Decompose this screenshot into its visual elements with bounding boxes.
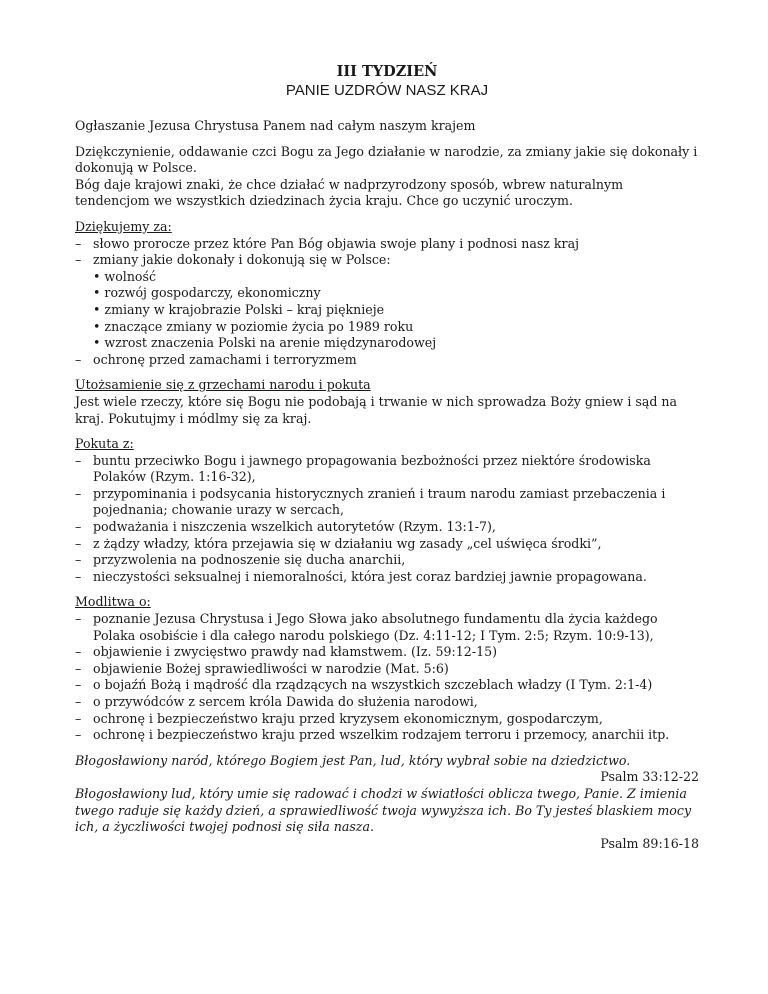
bullet-item: • znaczące zmiany w poziomie życia po 1989 roku	[93, 318, 414, 334]
page-subtitle: PANIE UZDRÓW NASZ KRAJ	[285, 82, 489, 99]
prayer-heading: Modlitwa o:	[75, 594, 151, 610]
list-item: – o bojaźń Bożą i mądrość dla rządzących na wszystkich szczeblach władzy (I Tym. 2:1-4)	[75, 677, 653, 693]
list-item: – podważania i niszczenia wszelkich autorytetów (Rzym. 13:1-7),	[75, 519, 496, 535]
identification-text: Jest wiele rzeczy, które się Bogu nie podobają i trwanie w nich sprowadza Boży gniew i sąd na kraj. Pokutujmy i módlmy się za kraj.	[75, 393, 678, 426]
list-item: – ochronę i bezpieczeństwo kraju przed kryzysem ekonomicznym, gospodarczym,	[75, 710, 603, 726]
thanks-heading: Dziękujemy za:	[75, 218, 172, 234]
list-item: – przyzwolenia na podnoszenie się ducha anarchii,	[75, 552, 406, 568]
intro-line: Ogłaszanie Jezusa Chrystusa Panem nad całym naszym krajem	[75, 118, 476, 133]
list-item: – zmiany jakie dokonały i dokonują się w Polsce:	[75, 252, 391, 268]
list-item: – ochronę i bezpieczeństwo kraju przed wszelkim rodzajem terroru i przemocy, anarchii itp.	[75, 727, 670, 743]
list-item: – buntu przeciwko Bogu i jawnego propagowania bezbożności przez niektóre środowiska Polaków (Rzym. 1:16-32),	[75, 452, 651, 485]
bullet-item: • wolność	[93, 268, 157, 284]
list-item: – z żądzy władzy, która przejawia się w działaniu wg zasady „cel uświęca środki”,	[75, 535, 602, 551]
bullet-item: • wzrost znaczenia Polski na arenie międzynarodowej	[93, 335, 437, 351]
list-item: – poznanie Jezusa Chrystusa i Jego Słowa jako absolutnego fundamentu dla życia każdego Polaka osobiście i dla całego narodu polskiego (Dz. 4:11-12; I Tym. 2:5; Rzym. 10:9-13),	[75, 611, 658, 643]
bullet-item: • rozwój gospodarczy, ekonomiczny	[93, 285, 321, 301]
page-title: III TYDZIEŃ	[336, 63, 438, 80]
list-item: – objawienie Bożej sprawiedliwości w narodzie (Mat. 5:6)	[75, 660, 449, 676]
list-item: – objawienie i zwycięstwo prawdy nad kłamstwem. (Iz. 59:12-15)	[75, 644, 498, 660]
thanksgiving-paragraph: Dziękczynienie, oddawanie czci Bogu za Jego działanie w narodzie, za zmiany jakie się dokonały i dokonują w Polsce.	[75, 143, 698, 176]
scripture-quote: Błogosławiony lud, który umie się radować i chodzi w światłości oblicza twego, Panie. Z imienia twego raduje się każdy dzień, a sprawiedliwość twoja wywyższa ich. Bo Ty jesteś blaskiem mocy ich, a życzliwości twojej podnosi się siła nasza.	[75, 785, 692, 835]
penance-heading: Pokuta z:	[75, 436, 134, 452]
list-item: – nieczystości seksualnej i niemoralności, która jest coraz bardziej jawnie propagowana.	[75, 568, 647, 584]
list-item: – ochronę przed zamachami i terroryzmem	[75, 351, 357, 367]
scripture-reference: Psalm 33:12-22	[600, 769, 699, 785]
signs-paragraph: Bóg daje krajowi znaki, że chce działać w nadprzyrodzony sposób, wbrew naturalnym tendencjom we wszystkich dziedzinach życia kraju. Chce go uczynić uroczym.	[75, 176, 624, 209]
scripture-quote: Błogosławiony naród, którego Bogiem jest Pan, lud, który wybrał sobie na dziedzictwo.	[75, 752, 631, 768]
list-item: – słowo prorocze przez które Pan Bóg objawia swoje plany i podnosi nasz kraj	[75, 235, 579, 251]
document-page	[75, 62, 699, 852]
bullet-item: • zmiany w krajobrazie Polski – kraj pięknieje	[93, 301, 385, 317]
list-item: – o przywódców z sercem króla Dawida do służenia narodowi,	[75, 694, 478, 709]
identification-heading: Utożsamienie się z grzechami narodu i pokuta	[75, 377, 371, 393]
list-item: – przypominania i podsycania historycznych zranień i traum narodu zamiast przebaczenia i pojednania; chowanie urazy w sercach,	[75, 485, 666, 518]
scripture-reference: Psalm 89:16-18	[600, 835, 699, 851]
